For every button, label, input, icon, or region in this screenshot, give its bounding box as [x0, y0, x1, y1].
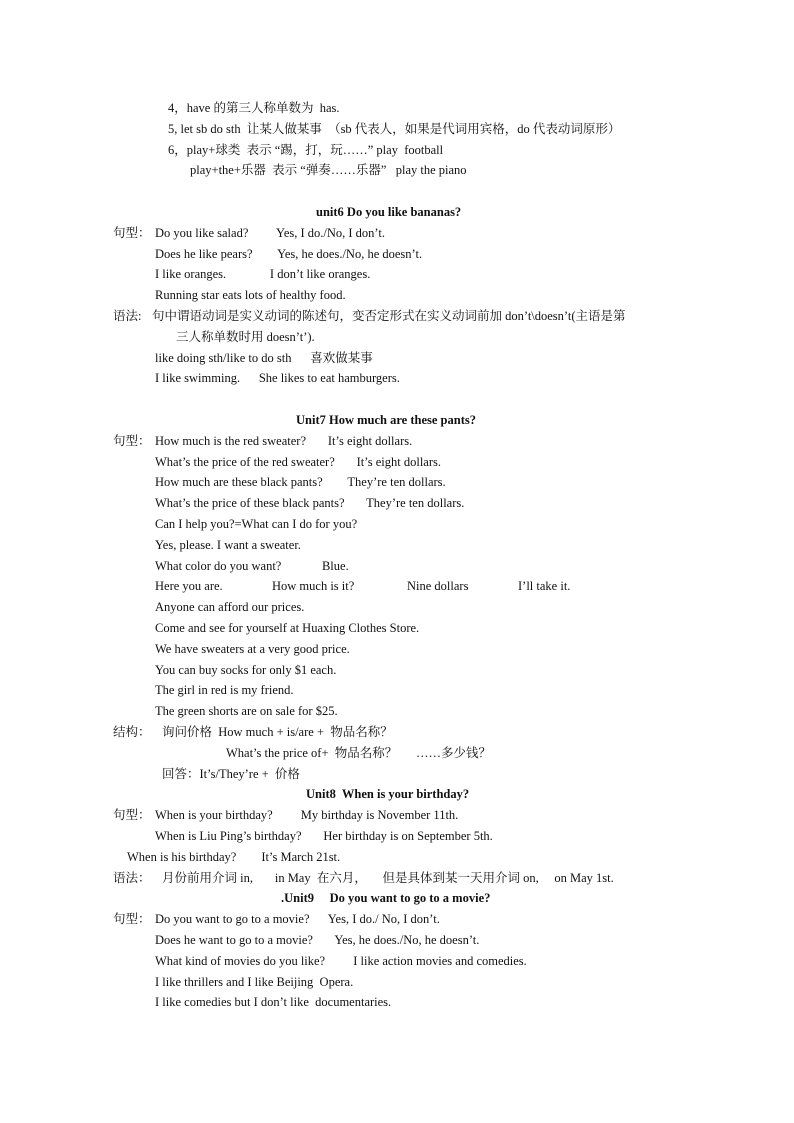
intro-line-5: 5, let sb do sth 让某人做某事 （sb 代表人，如果是代词用宾格，do 代表动词原形） — [168, 122, 621, 136]
intro-line-6: 6，play+球类 表示 “踢，打，玩……” play football — [168, 143, 444, 157]
unit6-pattern-label: 句型： — [113, 226, 151, 240]
intro-line-6b: play+the+乐器 表示 “弹奏……乐器” play the piano — [190, 163, 467, 177]
unit9-sentence-5: I like comedies but I don’t like documentaries. — [155, 995, 392, 1009]
unit7-structure-2: What’s the price of+ 物品名称？ ……多少钱？ — [226, 746, 491, 760]
unit7-sentence-11: We have sweaters at a very good price. — [155, 642, 350, 656]
unit6-grammar-4: I like swimming. She likes to eat hamburgers. — [155, 371, 400, 385]
unit6-sentence-2: Does he like pears? Yes, he does./No, he doesn’t. — [155, 247, 423, 261]
unit7-sentence-14: The green shorts are on sale for $25. — [155, 704, 338, 718]
unit8-sentence-3: When is his birthday? It’s March 21st. — [127, 850, 341, 864]
unit7-sentence-10: Come and see for yourself at Huaxing Clothes Store. — [155, 621, 420, 635]
unit7-sentence-9: Anyone can afford our prices. — [155, 600, 305, 614]
unit7-title: Unit7 How much are these pants? — [296, 413, 476, 427]
unit7-sentence-4: What’s the price of these black pants? They’re ten dollars. — [155, 496, 465, 510]
unit6-sentence-3: I like oranges. I don’t like oranges. — [155, 267, 371, 281]
unit7-sentence-3: How much are these black pants? They’re ten dollars. — [155, 475, 446, 489]
unit7-sentence-2: What’s the price of the red sweater? It’s eight dollars. — [155, 455, 442, 469]
unit7-sentence-8a: Here you are. — [155, 579, 223, 593]
unit7-sentence-7: What color do you want? Blue. — [155, 559, 349, 573]
unit7-sentence-5: Can I help you?=What can I do for you? — [155, 517, 358, 531]
unit7-sentence-8b: How much is it? — [272, 579, 355, 593]
unit8-sentence-2: When is Liu Ping’s birthday? Her birthday is on September 5th. — [155, 829, 493, 843]
unit7-sentence-8c: Nine dollars — [407, 579, 469, 593]
unit8-title: Unit8 When is your birthday? — [306, 787, 470, 801]
unit7-sentence-12: You can buy socks for only $1 each. — [155, 663, 337, 677]
unit9-sentence-1: Do you want to go to a movie? Yes, I do./ No, I don’t. — [155, 912, 440, 926]
unit8-pattern-label: 句型： — [113, 808, 151, 822]
unit8-sentence-1: When is your birthday? My birthday is November 11th. — [155, 808, 459, 822]
unit6-grammar-label: 语法: — [113, 309, 142, 323]
unit6-sentence-1: Do you like salad? Yes, I do./No, I don’t. — [155, 226, 385, 240]
unit6-title: unit6 Do you like bananas? — [316, 205, 462, 219]
unit9-pattern-label: 句型： — [113, 912, 151, 926]
unit9-sentence-3: What kind of movies do you like? I like action movies and comedies. — [155, 954, 527, 968]
intro-line-4: 4，have 的第三人称单数为 has. — [168, 101, 340, 115]
unit7-structure-label: 结构： — [113, 725, 151, 739]
unit9-title: .Unit9 Do you want to go to a movie? — [281, 891, 491, 905]
unit6-sentence-4: Running star eats lots of healthy food. — [155, 288, 346, 302]
unit7-sentence-1: How much is the red sweater? It’s eight dollars. — [155, 434, 413, 448]
unit7-sentence-13: The girl in red is my friend. — [155, 683, 294, 697]
unit8-grammar-label: 语法： — [113, 871, 151, 885]
unit6-grammar-3: like doing sth/like to do sth 喜欢做某事 — [155, 351, 373, 365]
unit9-sentence-2: Does he want to go to a movie? Yes, he does./No, he doesn’t. — [155, 933, 480, 947]
unit6-grammar-2: 三人称单数时用 doesn’t’). — [176, 330, 315, 344]
unit8-grammar-1: 月份前用介词 in, in May 在六月， 但是具体到某一天用介词 on, on May 1st. — [162, 871, 614, 885]
unit9-sentence-4: I like thrillers and I like Beijing Opera. — [155, 975, 354, 989]
unit7-sentence-8d: I’ll take it. — [518, 579, 571, 593]
unit7-sentence-6: Yes, please. I want a sweater. — [155, 538, 301, 552]
unit7-structure-1: 询问价格 How much + is/are + 物品名称？ — [162, 725, 393, 739]
unit6-grammar-1: 句中谓语动词是实义动词的陈述句，变否定形式在实义动词前加 don’t\doesn’t(主语是第 — [152, 309, 626, 323]
unit7-pattern-label: 句型： — [113, 434, 151, 448]
unit7-structure-3: 回答：It’s/They’re + 价格 — [162, 767, 300, 781]
